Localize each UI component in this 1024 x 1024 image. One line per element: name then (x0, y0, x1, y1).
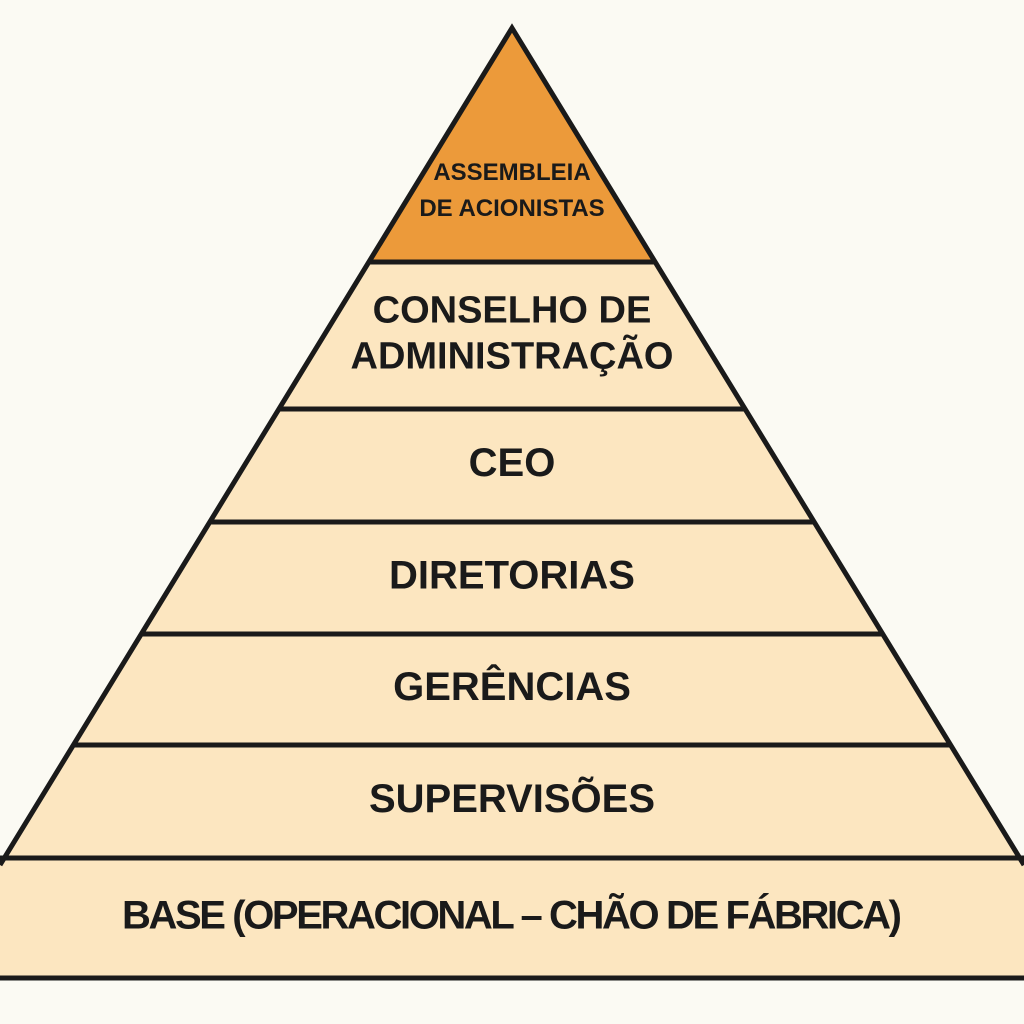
tier-label-base: BASE (OPERACIONAL – CHÃO DE FÁBRICA) (122, 893, 902, 938)
tier-label-conselho-line-2: ADMINISTRAÇÃO (350, 335, 674, 378)
tier-label-supervisoes: SUPERVISÕES (368, 777, 656, 822)
tier-label-gerencias: GERÊNCIAS (393, 665, 631, 710)
tier-label-diretorias: DIRETORIAS (389, 553, 635, 598)
tier-label-ceo: CEO (468, 441, 556, 486)
tier-assembleia (369, 28, 655, 262)
tier-label-assembleia-line-1: ASSEMBLEIA (433, 159, 591, 187)
tier-label-assembleia-line-2: DE ACIONISTAS (419, 195, 605, 223)
tier-label-conselho-line-1: CONSELHO DE (372, 289, 652, 332)
